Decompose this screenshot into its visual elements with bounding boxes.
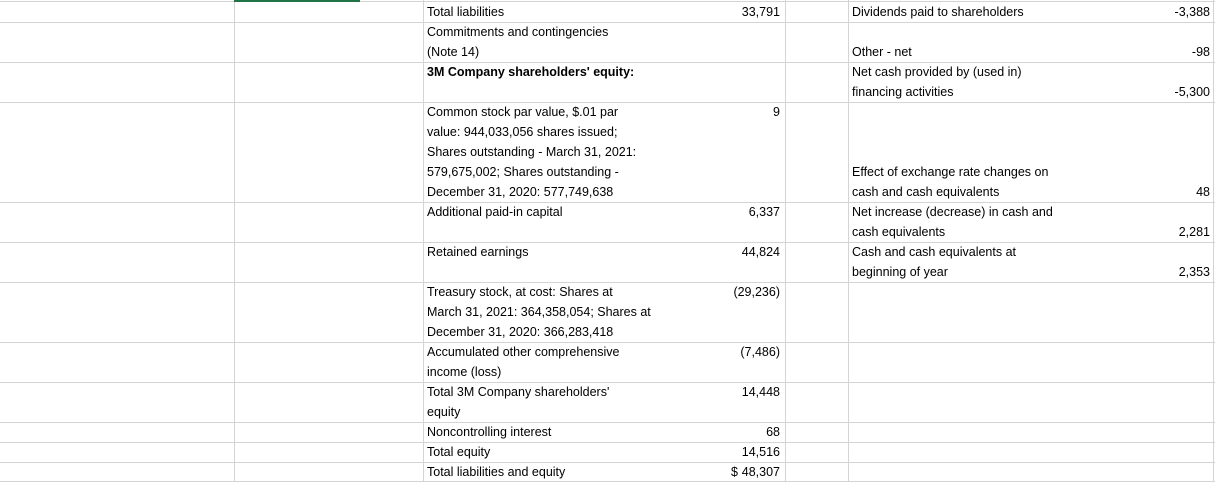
retained-earnings-label[interactable]: Retained earnings (427, 245, 529, 259)
aoci-value[interactable]: (7,486) (740, 345, 780, 359)
nci-label[interactable]: Noncontrolling interest (427, 425, 552, 439)
common-stock-value[interactable]: 9 (773, 105, 780, 119)
fx-effect-value[interactable]: 48 (1196, 185, 1210, 199)
net-increase-label-line-2[interactable]: cash equivalents (852, 225, 946, 239)
equity-header[interactable]: 3M Company shareholders' equity: (427, 65, 635, 79)
aoci-label-line-2[interactable]: income (loss) (427, 365, 502, 379)
dividends-value[interactable]: -3,388 (1174, 5, 1210, 19)
total-liabilities-value[interactable]: 33,791 (741, 5, 780, 19)
other-net-label[interactable]: Other - net (852, 45, 912, 59)
apic-value[interactable]: 6,337 (748, 205, 780, 219)
apic-label[interactable]: Additional paid-in capital (427, 205, 563, 219)
net-financing-value[interactable]: -5,300 (1174, 85, 1210, 99)
treasury-line-3[interactable]: December 31, 2020: 366,283,418 (427, 325, 614, 339)
total-liabilities-equity-amount: 48,307 (741, 465, 780, 479)
currency-symbol: $ (731, 465, 738, 479)
net-financing-label[interactable]: Net cash provided by (used in) (852, 65, 1022, 79)
total-liabilities-label[interactable]: Total liabilities (427, 5, 505, 19)
fx-effect-label[interactable]: Effect of exchange rate changes on (852, 165, 1049, 179)
common-stock-line-3[interactable]: Shares outstanding - March 31, 2021: (427, 145, 637, 159)
net-increase-value[interactable]: 2,281 (1178, 225, 1210, 239)
retained-earnings-value[interactable]: 44,824 (741, 245, 780, 259)
common-stock-line-5[interactable]: December 31, 2020: 577,749,638 (427, 185, 614, 199)
commitments-note[interactable]: (Note 14) (427, 45, 480, 59)
beginning-cash-label[interactable]: Cash and cash equivalents at (852, 245, 1016, 259)
dividends-label[interactable]: Dividends paid to shareholders (852, 5, 1024, 19)
net-financing-label-line-2[interactable]: financing activities (852, 85, 954, 99)
commitments-label[interactable]: Commitments and contingencies (427, 25, 609, 39)
other-net-value[interactable]: -98 (1191, 45, 1210, 59)
treasury-value[interactable]: (29,236) (733, 285, 780, 299)
common-stock-line-1[interactable]: Common stock par value, $.01 par (427, 105, 619, 119)
nci-value[interactable]: 68 (766, 425, 780, 439)
beginning-cash-label-line-2[interactable]: beginning of year (852, 265, 948, 279)
total-equity-value[interactable]: 14,516 (741, 445, 780, 459)
total-3m-equity-label-line-2[interactable]: equity (427, 405, 461, 419)
fx-effect-label-line-2[interactable]: cash and cash equivalents (852, 185, 1000, 199)
common-stock-line-2[interactable]: value: 944,033,056 shares issued; (427, 125, 618, 139)
total-3m-equity-label[interactable]: Total 3M Company shareholders' (427, 385, 610, 399)
selected-cell-indicator (234, 0, 360, 2)
treasury-line-2[interactable]: March 31, 2021: 364,358,054; Shares at (427, 305, 651, 319)
total-liabilities-equity-label[interactable]: Total liabilities and equity (427, 465, 566, 479)
beginning-cash-value[interactable]: 2,353 (1178, 265, 1210, 279)
aoci-label[interactable]: Accumulated other comprehensive (427, 345, 620, 359)
treasury-line-1[interactable]: Treasury stock, at cost: Shares at (427, 285, 613, 299)
common-stock-line-4[interactable]: 579,675,002; Shares outstanding - (427, 165, 619, 179)
net-increase-label[interactable]: Net increase (decrease) in cash and (852, 205, 1053, 219)
total-liabilities-equity-value[interactable] (690, 462, 780, 482)
total-equity-label[interactable]: Total equity (427, 445, 491, 459)
total-3m-equity-value[interactable]: 14,448 (741, 385, 780, 399)
